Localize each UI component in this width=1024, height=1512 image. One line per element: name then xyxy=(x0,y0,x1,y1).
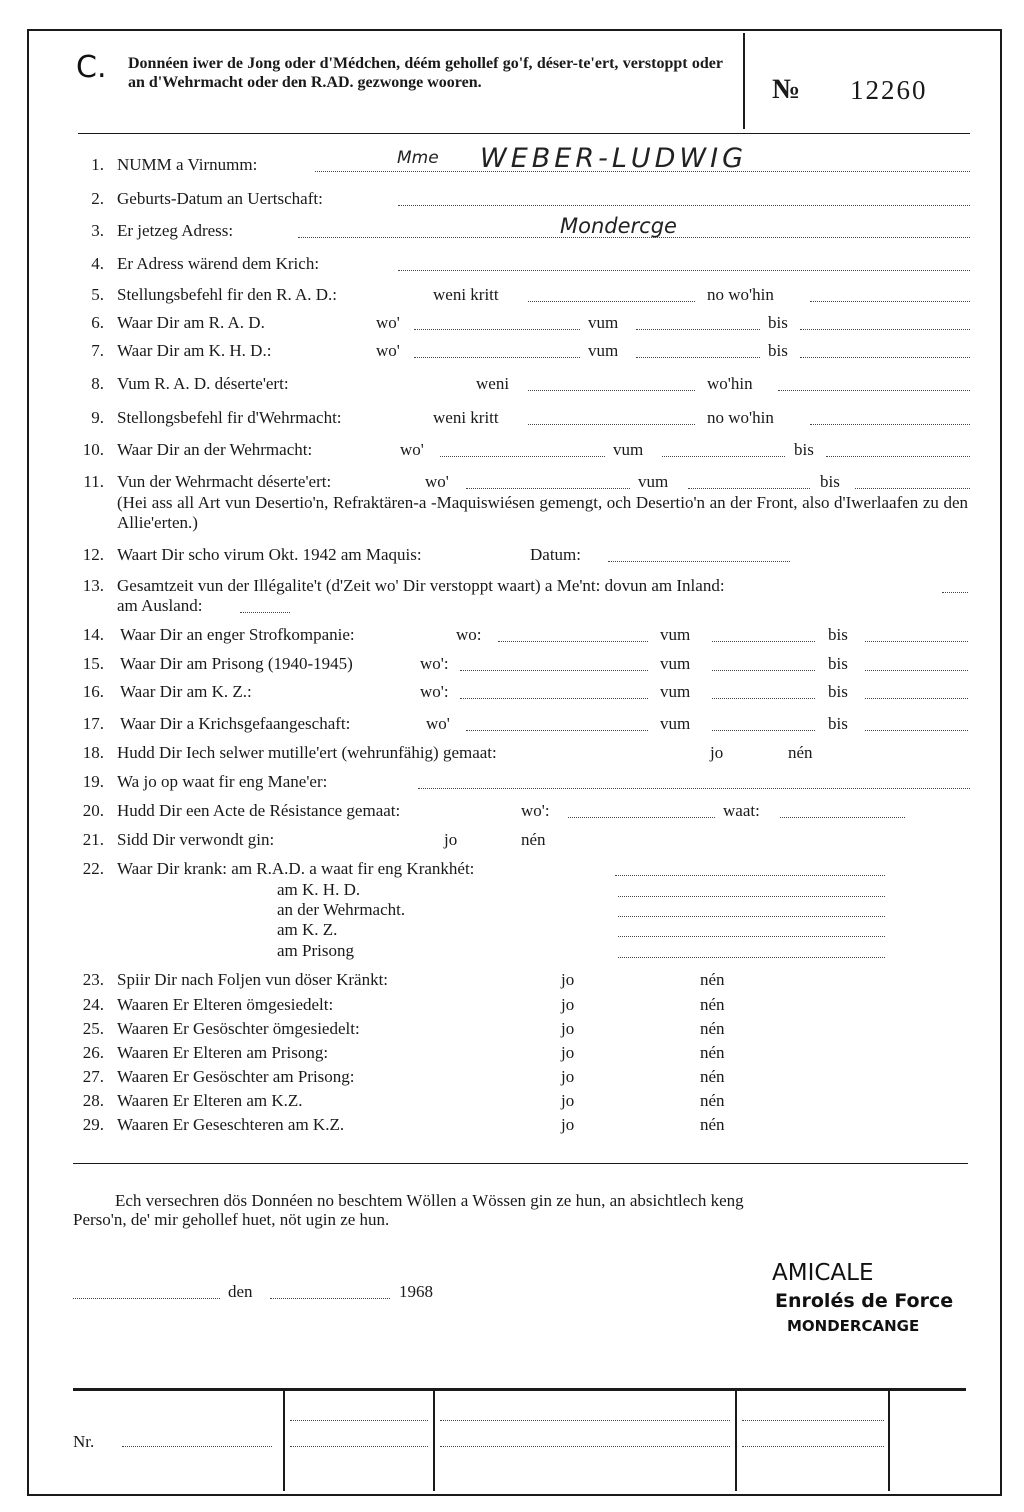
field-label: vum xyxy=(613,440,644,459)
item-number: 10. xyxy=(82,440,104,459)
item-label: Er Adress wärend dem Krich: xyxy=(117,254,320,273)
footer-thick-rule xyxy=(73,1388,966,1391)
input-field[interactable] xyxy=(778,390,970,391)
footer-col-divider xyxy=(283,1391,285,1491)
input-field[interactable] xyxy=(528,390,695,391)
item-label: Waaren Er Elteren am Prisong: xyxy=(117,1043,329,1062)
sub-label: am K. H. D. xyxy=(277,880,361,899)
field-label: bis xyxy=(820,472,840,491)
handwritten-name-prefix: Mme xyxy=(397,148,439,168)
field-label: nén xyxy=(700,995,725,1014)
footer-field[interactable] xyxy=(440,1420,730,1421)
item-label: Waaren Er Geseschteren am K.Z. xyxy=(117,1115,345,1134)
input-field[interactable] xyxy=(460,698,648,699)
input-field[interactable] xyxy=(240,612,290,613)
input-field[interactable] xyxy=(865,730,968,731)
input-field[interactable] xyxy=(618,957,885,958)
item-label: Geburts-Datum an Uertschaft: xyxy=(117,189,323,208)
item-label: Sidd Dir verwondt gin: xyxy=(117,830,275,849)
item-number: 9. xyxy=(91,408,104,427)
item-label: Vum R. A. D. déserte'ert: xyxy=(117,374,289,393)
field-label: nén xyxy=(788,743,813,762)
header-divider xyxy=(743,33,745,129)
page-border-top xyxy=(27,29,1002,31)
item-label: Waaren Er Gesöschter am Prisong: xyxy=(117,1067,355,1086)
stamp-line2: Enrolés de Force xyxy=(775,1290,954,1312)
field-label: nén xyxy=(700,1091,725,1110)
field-label: jo xyxy=(561,970,575,989)
field-label: waat: xyxy=(723,801,760,820)
item-number: 20. xyxy=(82,801,104,820)
item-label: Waar Dir krank: am R.A.D. a waat fir eng Krankhét: xyxy=(117,859,475,878)
sub-label: an der Wehrmacht. xyxy=(277,900,406,919)
input-field[interactable] xyxy=(498,641,648,642)
input-field[interactable] xyxy=(418,788,970,789)
input-field[interactable] xyxy=(615,875,885,876)
item-label: Waar Dir an der Wehrmacht: xyxy=(117,440,313,459)
item-label: Wa jo op waat fir eng Mane'er: xyxy=(117,772,328,791)
input-field[interactable] xyxy=(608,561,790,562)
stamp-line3: MONDERCANGE xyxy=(787,1317,920,1335)
item-number: 22. xyxy=(82,859,104,878)
declaration-line1: Ech versechren dös Donnéen no beschtem Wöllen a Wössen gin ze hun, an absichtlech keng xyxy=(115,1191,744,1210)
year-label: 1968 xyxy=(399,1282,433,1301)
field-label: vum xyxy=(660,625,691,644)
field-label: no wo'hin xyxy=(707,285,774,304)
input-field[interactable] xyxy=(712,641,815,642)
field-label: nén xyxy=(700,1115,725,1134)
input-field[interactable] xyxy=(528,301,695,302)
field-label: vum xyxy=(638,472,669,491)
item-label-2: am Ausland: xyxy=(117,596,203,615)
footer-field[interactable] xyxy=(742,1420,884,1421)
item-label: NUMM a Virnumm: xyxy=(117,155,258,174)
input-field[interactable] xyxy=(414,357,580,358)
declaration-line2: Perso'n, de' mir gehollef huet, nöt ugin ze hun. xyxy=(73,1210,390,1229)
item-label: Waaren Er Elteren ömgesiedelt: xyxy=(117,995,334,1014)
footer-field[interactable] xyxy=(742,1446,884,1447)
field-label: wo': xyxy=(420,654,449,673)
input-field[interactable] xyxy=(398,270,970,271)
field-label: wo' xyxy=(400,440,424,459)
item-number: 26. xyxy=(82,1043,104,1062)
input-field[interactable] xyxy=(460,670,648,671)
field-label: bis xyxy=(768,341,788,360)
number-symbol: № xyxy=(772,74,801,105)
section-rule xyxy=(73,1163,968,1164)
page-border-right xyxy=(1000,29,1002,1496)
field-label: wo': xyxy=(420,682,449,701)
den-label: den xyxy=(228,1282,253,1301)
input-field[interactable] xyxy=(865,698,968,699)
item-label: Stellongsbefehl fir d'Wehrmacht: xyxy=(117,408,342,427)
field-label: jo xyxy=(561,1019,575,1038)
item-number: 7. xyxy=(91,341,104,360)
field-label: nén xyxy=(700,1043,725,1062)
field-label: weni xyxy=(476,374,510,393)
input-field[interactable] xyxy=(618,896,885,897)
footer-field[interactable] xyxy=(290,1420,428,1421)
item-number: 2. xyxy=(91,189,104,208)
field-label: bis xyxy=(768,313,788,332)
field-label: nén xyxy=(521,830,546,849)
item-label: Stellungsbefehl fir den R. A. D.: xyxy=(117,285,338,304)
item-label: Waaren Er Gesöschter ömgesiedelt: xyxy=(117,1019,360,1038)
input-field[interactable] xyxy=(636,329,760,330)
field-label: nén xyxy=(700,1067,725,1086)
item-number: 15. xyxy=(82,654,104,673)
field-label: bis xyxy=(828,682,848,701)
item-number: 18. xyxy=(82,743,104,762)
date-field[interactable] xyxy=(270,1298,390,1299)
input-field[interactable] xyxy=(528,424,695,425)
item-number: 25. xyxy=(82,1019,104,1038)
item-number: 1. xyxy=(91,155,104,174)
footer-col-divider xyxy=(888,1391,890,1491)
input-field[interactable] xyxy=(618,936,885,937)
item-number: 11. xyxy=(83,472,104,491)
input-field[interactable] xyxy=(800,357,970,358)
input-field[interactable] xyxy=(414,329,580,330)
item-number: 12. xyxy=(82,545,104,564)
header-rule xyxy=(78,133,970,134)
field-label: vum xyxy=(588,313,619,332)
field-label: nén xyxy=(700,970,725,989)
item-label: Waar Dir am R. A. D. xyxy=(117,313,265,332)
input-field[interactable] xyxy=(865,641,968,642)
field-label: wo'hin xyxy=(707,374,753,393)
footer-col-divider xyxy=(433,1391,435,1491)
item-number: 14. xyxy=(82,625,104,644)
handwritten-name: WEBER-LUDWIG xyxy=(480,143,748,174)
item-label: Waar Dir am K. H. D.: xyxy=(117,341,272,360)
field-label: jo xyxy=(561,1091,575,1110)
field-label: jo xyxy=(561,1115,575,1134)
input-field[interactable] xyxy=(810,424,970,425)
field-label: jo xyxy=(561,1067,575,1086)
item-label: Spiir Dir nach Foljen vun döser Kränkt: xyxy=(117,970,389,989)
nr-field[interactable] xyxy=(122,1446,272,1447)
input-field[interactable] xyxy=(688,488,810,489)
field-label: jo xyxy=(561,995,575,1014)
item-label: Waar Dir am Prisong (1940-1945) xyxy=(120,654,353,673)
field-label: Datum: xyxy=(530,545,581,564)
item-number: 28. xyxy=(82,1091,104,1110)
input-field[interactable] xyxy=(855,488,970,489)
field-label: nén xyxy=(700,1019,725,1038)
field-label: vum xyxy=(660,682,691,701)
item-number: 21. xyxy=(82,830,104,849)
field-label: bis xyxy=(794,440,814,459)
input-field[interactable] xyxy=(810,301,970,302)
field-label: wo: xyxy=(456,625,482,644)
item-label: Waar Dir am K. Z.: xyxy=(120,682,252,701)
item-label: Hudd Dir Iech selwer mutille'ert (wehrunfähig) gemaat: xyxy=(117,743,497,762)
place-field[interactable] xyxy=(73,1298,220,1299)
field-label: wo' xyxy=(425,472,449,491)
stamp-line1: AMICALE xyxy=(772,1260,874,1286)
item-label: Waart Dir scho virum Okt. 1942 am Maquis: xyxy=(117,545,422,564)
input-field[interactable] xyxy=(780,817,905,818)
sub-label: am K. Z. xyxy=(277,920,338,939)
field-label: weni kritt xyxy=(433,408,499,427)
item-number: 3. xyxy=(91,221,104,240)
input-field[interactable] xyxy=(826,456,970,457)
field-label: bis xyxy=(828,654,848,673)
input-field[interactable] xyxy=(942,592,968,593)
item-label: Hudd Dir een Acte de Résistance gemaat: xyxy=(117,801,401,820)
item-number: 5. xyxy=(91,285,104,304)
input-field[interactable] xyxy=(712,670,815,671)
input-field[interactable] xyxy=(712,730,815,731)
field-label: jo xyxy=(710,743,724,762)
field-label: jo xyxy=(561,1043,575,1062)
field-label: vum xyxy=(588,341,619,360)
input-field[interactable] xyxy=(568,817,715,818)
item-number: 29. xyxy=(82,1115,104,1134)
field-label: jo xyxy=(444,830,458,849)
header-intro: Donnéen iwer de Jong oder d'Médchen, déém gehollef go'f, déser-te'ert, verstoppt oder an d'Wehrmacht oder den R.AD. gezwonge wooren. xyxy=(128,55,723,91)
input-field[interactable] xyxy=(712,698,815,699)
footer-field[interactable] xyxy=(290,1446,428,1447)
sub-label: am Prisong xyxy=(277,941,354,960)
item-number: 13. xyxy=(82,576,104,595)
field-label: wo': xyxy=(521,801,550,820)
item-number: 23. xyxy=(82,970,104,989)
field-label: wo' xyxy=(376,341,400,360)
field-label: vum xyxy=(660,714,691,733)
field-label: weni kritt xyxy=(433,285,499,304)
input-field[interactable] xyxy=(865,670,968,671)
field-label: bis xyxy=(828,714,848,733)
item-number: 8. xyxy=(91,374,104,393)
item-number: 19. xyxy=(82,772,104,791)
input-field[interactable] xyxy=(440,456,605,457)
input-field[interactable] xyxy=(662,456,785,457)
item-label: Waar Dir a Krichsgefaangeschaft: xyxy=(120,714,351,733)
page-border-bottom xyxy=(27,1494,1002,1496)
input-field[interactable] xyxy=(618,916,885,917)
form-number: 12260 xyxy=(850,75,928,105)
item-number: 24. xyxy=(82,995,104,1014)
item-label: Gesamtzeit vun der Illégalite't (d'Zeit wo' Dir verstoppt waart) a Me'nt: dovun am Inland: xyxy=(117,576,725,595)
footer-col-divider xyxy=(735,1391,737,1491)
field-label: bis xyxy=(828,625,848,644)
input-field[interactable] xyxy=(466,730,648,731)
input-field[interactable] xyxy=(800,329,970,330)
item-number: 27. xyxy=(82,1067,104,1086)
input-field[interactable] xyxy=(466,488,630,489)
nr-label: Nr. xyxy=(73,1432,95,1451)
input-field[interactable] xyxy=(636,357,760,358)
item-label: Vun der Wehrmacht déserte'ert: xyxy=(117,472,332,491)
field-label: wo' xyxy=(376,313,400,332)
item-label: Waar Dir an enger Strofkompanie: xyxy=(120,625,355,644)
footer-field[interactable] xyxy=(440,1446,730,1447)
handwritten-address: Mondercge xyxy=(560,214,677,238)
field-label: wo' xyxy=(426,714,450,733)
input-field[interactable] xyxy=(398,205,970,206)
item-note: (Hei ass all Art vun Desertio'n, Refraktären-a -Maquiswiésen gemengt, och Desertio'n an der Front, also d'Iwerlaafen zu den Allie'erten.) xyxy=(117,493,968,532)
item-number: 6. xyxy=(91,313,104,332)
item-label: Waaren Er Elteren am K.Z. xyxy=(117,1091,303,1110)
section-letter: C. xyxy=(76,50,107,85)
item-number: 16. xyxy=(82,682,104,701)
item-number: 17. xyxy=(82,714,104,733)
field-label: vum xyxy=(660,654,691,673)
field-label: no wo'hin xyxy=(707,408,774,427)
item-number: 4. xyxy=(91,254,104,273)
item-label: Er jetzeg Adress: xyxy=(117,221,234,240)
